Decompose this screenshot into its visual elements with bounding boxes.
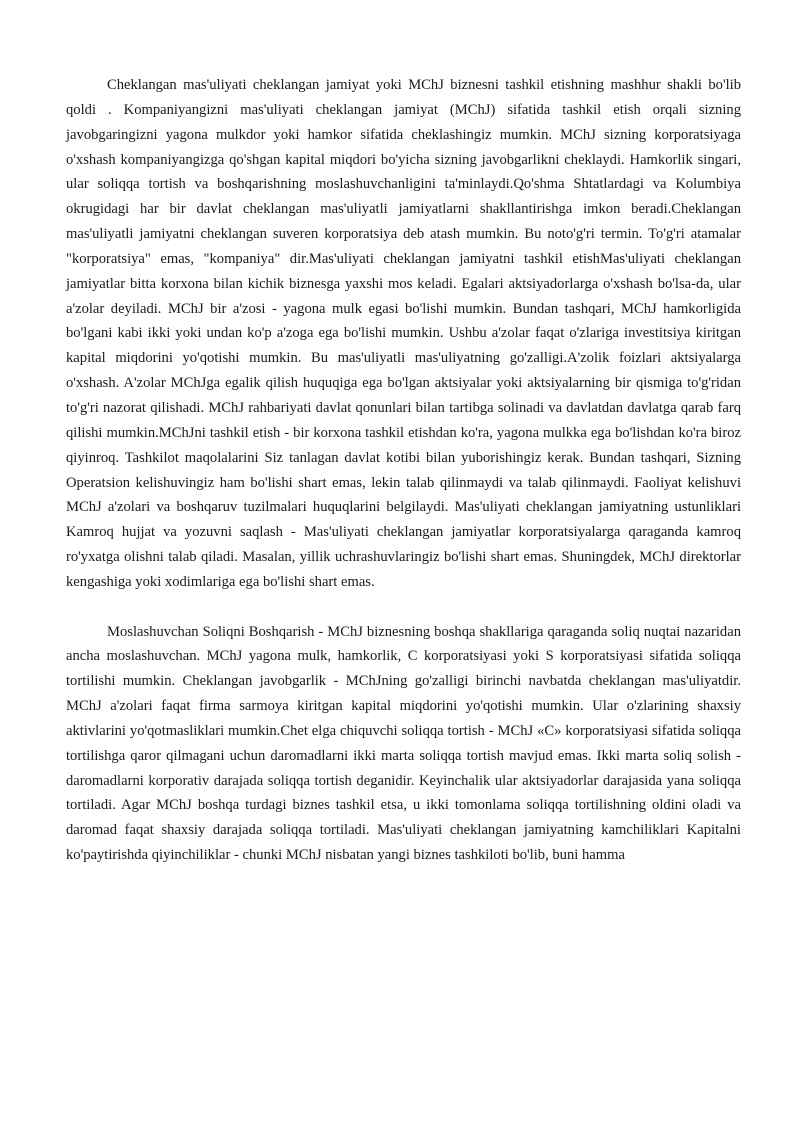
document-page bbox=[66, 73, 741, 868]
body-paragraph-2: Moslashuvchan Soliqni Boshqarish - MChJ biznesning boshqa shakllariga qaraganda soliq nuqtai nazaridan ancha moslashuvchan. MChJ yagona mulk, hamkorlik, C korporatsiyasi yoki S korporatsiyasi sifatida soliqqa tortilishi mumkin. Cheklangan javobgarlik - MChJning go'zalligi birinchi navbatda cheklangan mas'uliyatdir. MChJ a'zolari faqat firma sarmoya kiritgan kapital miqdorini yo'qotishi mumkin. Ular o'zlarining shaxsiy aktivlarini yo'qotmasliklari mumkin.Chet elga chiquvchi soliqqa tortish - MChJ «C» korporatsiyasi sifatida soliqqa tortilishga qaror qilmagani uchun daromadlarni ikki marta soliqqa tortish mavjud emas. Ikki marta soliq solish - daromadlarni korporativ darajada soliqqa tortish deganidir. Keyinchalik ular aktsiyadorlar darajasida yana soliqqa tortiladi. Agar MChJ boshqa turdagi biznes tashkil etsa, u ikki tomonlama soliqqa tortilishning oldini oladi va daromad faqat shaxsiy darajada soliqqa tortiladi. Mas'uliyati cheklangan jamiyatning kamchiliklari Kapitalni ko'paytirishda qiyinchiliklar - chunki MChJ nisbatan yangi biznes tashkiloti bo'lib, buni hamma bbox=[66, 623, 741, 864]
body-paragraph-1: Cheklangan mas'uliyati cheklangan jamiyat yoki MChJ biznesni tashkil etishning mashhur shakli bo'lib qoldi . Kompaniyangizni mas'uliyati cheklangan jamiyat (MChJ) sifatida tashkil etish orqali sizning javobgaringizni yagona mulkdor yoki hamkor sifatida cheklashingiz mumkin. MChJ sizning korporatsiyaga o'xshash kompaniyangizga qo'shgan kapital miqdori bo'yicha sizning javobgarlikni cheklaydi. Hamkorlik singari, ular soliqqa tortish va boshqarishning moslashuvchanligini ta'minlaydi.Qo'shma Shtatlardagi va Kolumbiya okrugidagi har bir davlat cheklangan mas'uliyatli jamiyatlarni shakllantirishga imkon beradi.Cheklangan mas'uliyatli jamiyatni cheklangan suveren korporatsiya deb atash mumkin. Bu noto'g'ri termin. To'g'ri atamalar "korporatsiya" emas, "kompaniya" dir.Mas'uliyati cheklangan jamiyatni tashkil etishMas'uliyati cheklangan jamiyatlar bitta korxona bilan kichik biznesga yaxshi mos keladi. Egalari aktsiyadorlarga o'xshash bo'lsa-da, ular a'zolar deyiladi. MChJ bir a'zosi - yagona mulk egasi bo'lishi mumkin. Bundan tashqari, MChJ hamkorligida bo'lgani kabi ikki yoki undan ko'p a'zoga ega bo'lishi mumkin. Ushbu a'zolar faqat o'zlariga investitsiya kiritgan kapital miqdorini yo'qotishi mumkin. Bu mas'uliyatli mas'uliyatning go'zalligi.A'zolik foizlari aktsiyalarga o'xshash. A'zolar MChJga egalik qilish huquqiga ega bo'lgan aktsiyalar yoki aktsiyalarning bir qismiga to'g'ridan to'g'ri nazorat qilishadi. MChJ rahbariyati davlat qonunlari bilan tartibga solinadi va davlatdan davlatga qarab farq qilishi mumkin.MChJni tashkil etish - bir korxona tashkil etishdan ko'ra, yagona mulkka ega bo'lishdan ko'ra biroz qiyinroq. Tashkilot maqolalarini Siz tanlagan davlat kotibi bilan yuborishingiz kerak. Bundan tashqari, Sizning Operatsion kelishuvingiz ham bo'lishi shart emas, lekin talab qilinmaydi va talab qilinmaydi. Faoliyat kelishuvi MChJ a'zolari va boshqaruv tuzilmalari huquqlarini belgilaydi. Mas'uliyati cheklangan jamiyatning ustunliklari Kamroq hujjat va yozuvni saqlash - Mas'uliyati cheklangan jamiyatlar korporatsiyalarga qaraganda kamroq ro'yxatga olishni talab qiladi. Masalan, yillik uchrashuvlaringiz bo'lishi shart emas. Shuningdek, MChJ direktorlar kengashiga yoki xodimlariga ega bo'lishi shart emas. bbox=[66, 77, 741, 590]
